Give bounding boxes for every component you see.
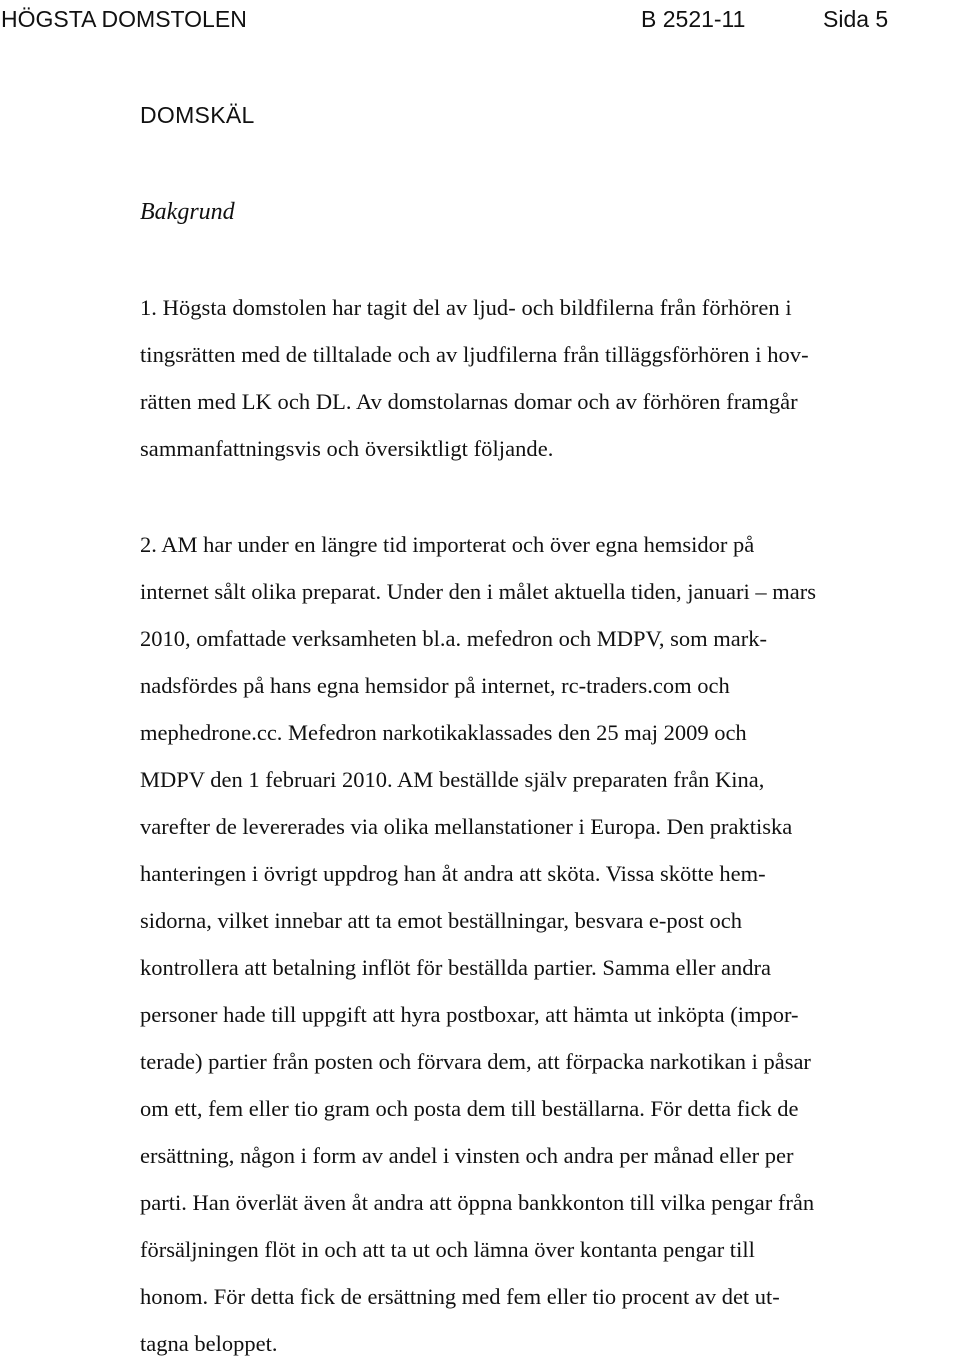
paragraph-1 xyxy=(140,284,960,472)
paragraph-line: hanteringen i övrigt uppdrog han åt andra att sköta. Vissa skötte hem- xyxy=(140,861,766,886)
paragraph-line: internet sålt olika preparat. Under den i målet aktuella tiden, januari – mars xyxy=(140,579,816,604)
paragraph-line: nadsfördes på hans egna hemsidor på internet, rc-traders.com och xyxy=(140,673,730,698)
paragraph-line: sammanfattningsvis och översiktligt följande. xyxy=(140,436,554,461)
paragraph-line: 1. Högsta domstolen har tagit del av ljud- och bildfilerna från förhören i xyxy=(140,295,792,320)
paragraph-line: om ett, fem eller tio gram och posta dem till beställarna. För detta fick de xyxy=(140,1096,799,1121)
paragraph-line: parti. Han överlät även åt andra att öppna bankkonton till vilka pengar från xyxy=(140,1190,815,1215)
section-title: DOMSKÄL xyxy=(140,102,255,128)
paragraph-2 xyxy=(140,521,960,1367)
page-number: Sida 5 xyxy=(823,6,889,32)
paragraph-line: försäljningen flöt in och att ta ut och lämna över kontanta pengar till xyxy=(140,1237,755,1262)
paragraph-line: ersättning, någon i form av andel i vinsten och andra per månad eller per xyxy=(140,1143,794,1168)
paragraph-line: varefter de levererades via olika mellanstationer i Europa. Den praktiska xyxy=(140,814,793,839)
paragraph-line: kontrollera att betalning inflöt för beställda partier. Samma eller andra xyxy=(140,955,772,980)
paragraph-line: personer hade till uppgift att hyra postboxar, att hämta ut inköpta (impor- xyxy=(140,1002,799,1027)
subsection-title: Bakgrund xyxy=(140,199,235,225)
paragraph-line: rätten med LK och DL. Av domstolarnas domar och av förhören framgår xyxy=(140,389,798,414)
paragraph-line: tingsrätten med de tilltalade och av ljudfilerna från tilläggsförhören i hov- xyxy=(140,342,809,367)
paragraph-line: honom. För detta fick de ersättning med fem eller tio procent av det ut- xyxy=(140,1284,780,1309)
case-number: B 2521-11 xyxy=(641,6,746,32)
paragraph-line: terade) partier från posten och förvara dem, att förpacka narkotikan i påsar xyxy=(140,1049,811,1074)
page-header xyxy=(0,4,960,34)
paragraph-line: mephedrone.cc. Mefedron narkotikaklassades den 25 maj 2009 och xyxy=(140,720,747,745)
court-name: HÖGSTA DOMSTOLEN xyxy=(1,6,247,32)
paragraph-line: sidorna, vilket innebar att ta emot beställningar, besvara e-post och xyxy=(140,908,743,933)
paragraph-line: 2. AM har under en längre tid importerat och över egna hemsidor på xyxy=(140,532,755,557)
paragraph-line: tagna beloppet. xyxy=(140,1331,278,1356)
paragraph-line: MDPV den 1 februari 2010. AM beställde själv preparaten från Kina, xyxy=(140,767,765,792)
paragraph-line: 2010, omfattade verksamheten bl.a. mefedron och MDPV, som mark- xyxy=(140,626,767,651)
